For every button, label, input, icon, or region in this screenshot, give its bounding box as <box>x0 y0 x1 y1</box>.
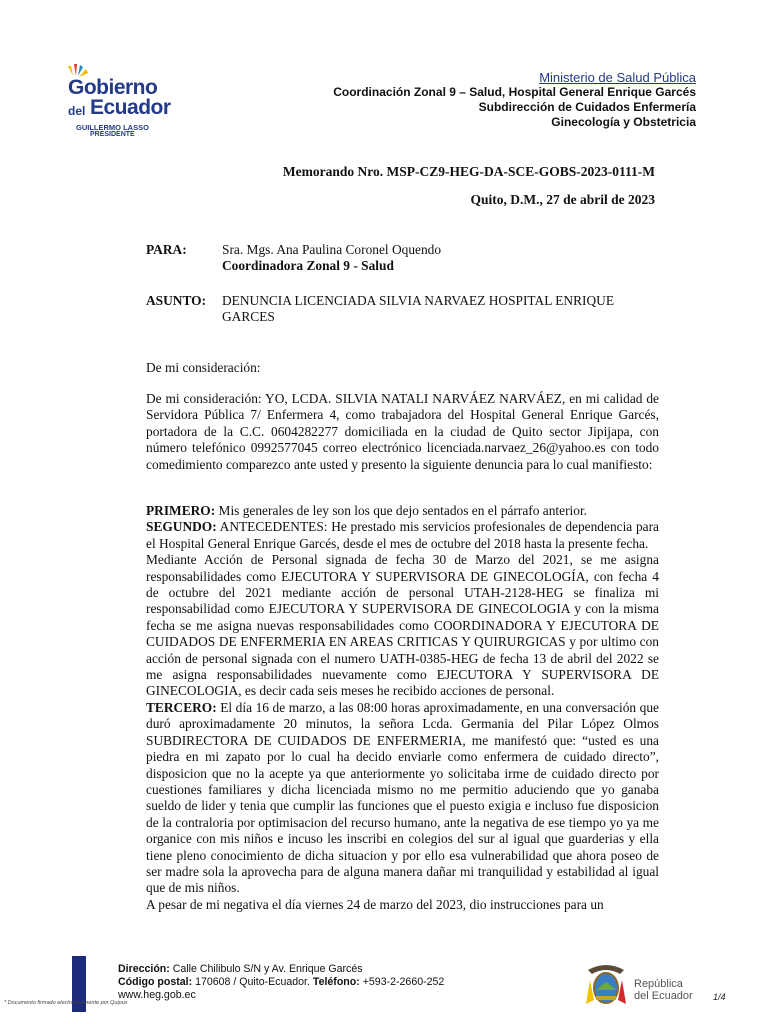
header-line-1: Coordinación Zonal 9 – Salud, Hospital General Enrique Garcés <box>333 85 696 99</box>
asunto-label: ASUNTO: <box>146 293 207 308</box>
logo-ecuador: Ecuador <box>90 96 171 119</box>
signed-note: * Documento firmado electrónicamente por Quipux <box>4 1000 128 1006</box>
primero-text: Mis generales de ley son los que dejo sentados en el párrafo anterior. <box>215 503 588 518</box>
body-sections <box>146 503 659 913</box>
tercero-text: El día 16 de marzo, a las 08:00 horas aproximadamente, en una conversación que duró aproximadamente 20 minutos, la señora Lcda. Germania del Pilar López Olmos SUBDIRECTORA DE CUIDADOS DE ENFERMERIA, me manifestó que: “usted es una piedra en mi zapato por lo cual ha decido enviarle como enfermera de cuidado directo”, disposicion que no la acepte ya que anteriormente yo solicitaba irme de cuidado directo por cuestiones familiares y dicha licenciada mismo no me permitio aduciendo que yo ganaba sueldo de lider y tenia que cumplir las funciones que el puesto exigia e incluso fue disposicion de la contraloria por optimisacion del recurso humano, ante la negativa de ese tiempo yo ya me organice con mis niños e incuso les inscribi en colegios del sur al igual que guarderias y ella tiene pleno conocimiento de dicha situacion y por ello esa vulnerabilidad que ahora poseo de ser madre sola la aprovecha para de alguna manera dañar mi tranquilidad y estabilidad al igual que de mis niños. <box>146 699 659 896</box>
gobierno-logo <box>62 64 174 138</box>
greeting: De mi consideración: <box>146 360 261 375</box>
direccion-label: Dirección: <box>118 963 170 975</box>
segundo-label: SEGUNDO: <box>146 519 217 535</box>
ecuador-crest-icon <box>584 960 628 1012</box>
tel-value: +593-2-2660-252 <box>359 976 445 988</box>
primero-paragraph <box>146 503 659 519</box>
president-name: GUILLERMO LASSO <box>76 123 149 132</box>
asunto-value: DENUNCIA LICENCIADA SILVIA NARVAEZ HOSPITAL ENRIQUE GARCES <box>222 293 615 325</box>
intro-paragraph: De mi consideración: YO, LCDA. SILVIA NATALI NARVÁEZ NARVÁEZ, en mi calidad de Servidora Pública 7/ Enfermera 4, como trabajadora del Hospital General Enrique Garcés, portadora de la C.C. 0604282277 domiciliada en la ciudad de Quito sector Jipijapa, con número telefónico 0992577045 correo electrónico licenciada.narvaez_26@yahoo.es con todo comedimiento comparezco ante usted y presento la siguiente denuncia para lo cual manifiesto: <box>146 391 659 472</box>
para-role: Coordinadora Zonal 9 - Salud <box>222 258 394 274</box>
para-label: PARA: <box>146 242 187 257</box>
primero-label: PRIMERO: <box>146 503 216 518</box>
memo-number: Memorando Nro. MSP-CZ9-HEG-DA-SCE-GOBS-2023-0111-M <box>282 164 655 179</box>
page-number: 1/4 <box>713 992 726 1002</box>
president-title: PRESIDENTE <box>90 131 135 138</box>
cp-label: Código postal: <box>118 976 193 988</box>
header-line-2: Subdirección de Cuidados Enfermería <box>478 100 696 114</box>
logo-line1: Gobierno <box>68 76 158 99</box>
tel-label: Teléfono: <box>312 976 360 988</box>
memo-date: Quito, D.M., 27 de abril de 2023 <box>470 192 655 207</box>
header-line-3: Ginecología y Obstetricia <box>551 115 696 129</box>
segundo-paragraph <box>146 519 659 552</box>
footer-web: www.heg.gob.ec <box>118 989 196 1001</box>
para-recipient <box>222 242 662 275</box>
tercero-label: TERCERO: <box>146 699 217 715</box>
direccion-value: Calle Chilibulo S/N y Av. Enrique Garcés <box>169 963 363 975</box>
footer-direccion <box>118 963 444 976</box>
footer-codigo <box>118 976 444 989</box>
document-header <box>333 70 696 130</box>
cp-value: 170608 / Quito-Ecuador. <box>192 976 313 988</box>
pesar-paragraph: A pesar de mi negativa el día viernes 24 de marzo del 2023, dio instrucciones para un <box>146 896 604 912</box>
para-name: Sra. Mgs. Ana Paulina Coronel Oquendo <box>222 242 442 257</box>
republica-logo-text <box>634 978 693 1002</box>
tercero-paragraph <box>146 700 659 897</box>
republica-line1: República <box>634 978 683 990</box>
republica-line2: del Ecuador <box>634 990 693 1002</box>
footer-address <box>118 963 444 1002</box>
logo-del: del <box>68 104 86 118</box>
segundo-text: ANTECEDENTES: He prestado mis servicios profesionales de dependencia para el Hospital General Enrique Garcés, desde el mes de octubre del 2018 hasta la presente fecha. <box>146 519 659 551</box>
ministry-name: Ministerio de Salud Pública <box>539 70 696 85</box>
mediante-paragraph: Mediante Acción de Personal signada de fecha 30 de Marzo del 2021, se me asigna responsabilidades como EJECUTORA Y SUPERVISORA DE GINECOLOGÍA, con fecha 4 de octubre del 2021 mediante acción de personal UTAH-2128-HEG se finaliza mi responsabilidad como EJECUTORA Y SUPERVISORA DE GINECOLOGIA y con la misma fecha se me asigna nuevas responsabilidades como COORDINADORA Y EJECUTORA DE CUIDADOS DE ENFERMERIA EN AREAS CRITICAS Y QUIRURGICAS y por ultimo con acción de personal signada con el numero UATH-0385-HEG de fecha 13 de abril del 2022 se me asigna responsabilidades nuevamente como EJECUTORA Y SUPERVISORA DE GINECOLOGIA, es decir cada seis meses he recibido acciones de personal. <box>146 552 659 699</box>
